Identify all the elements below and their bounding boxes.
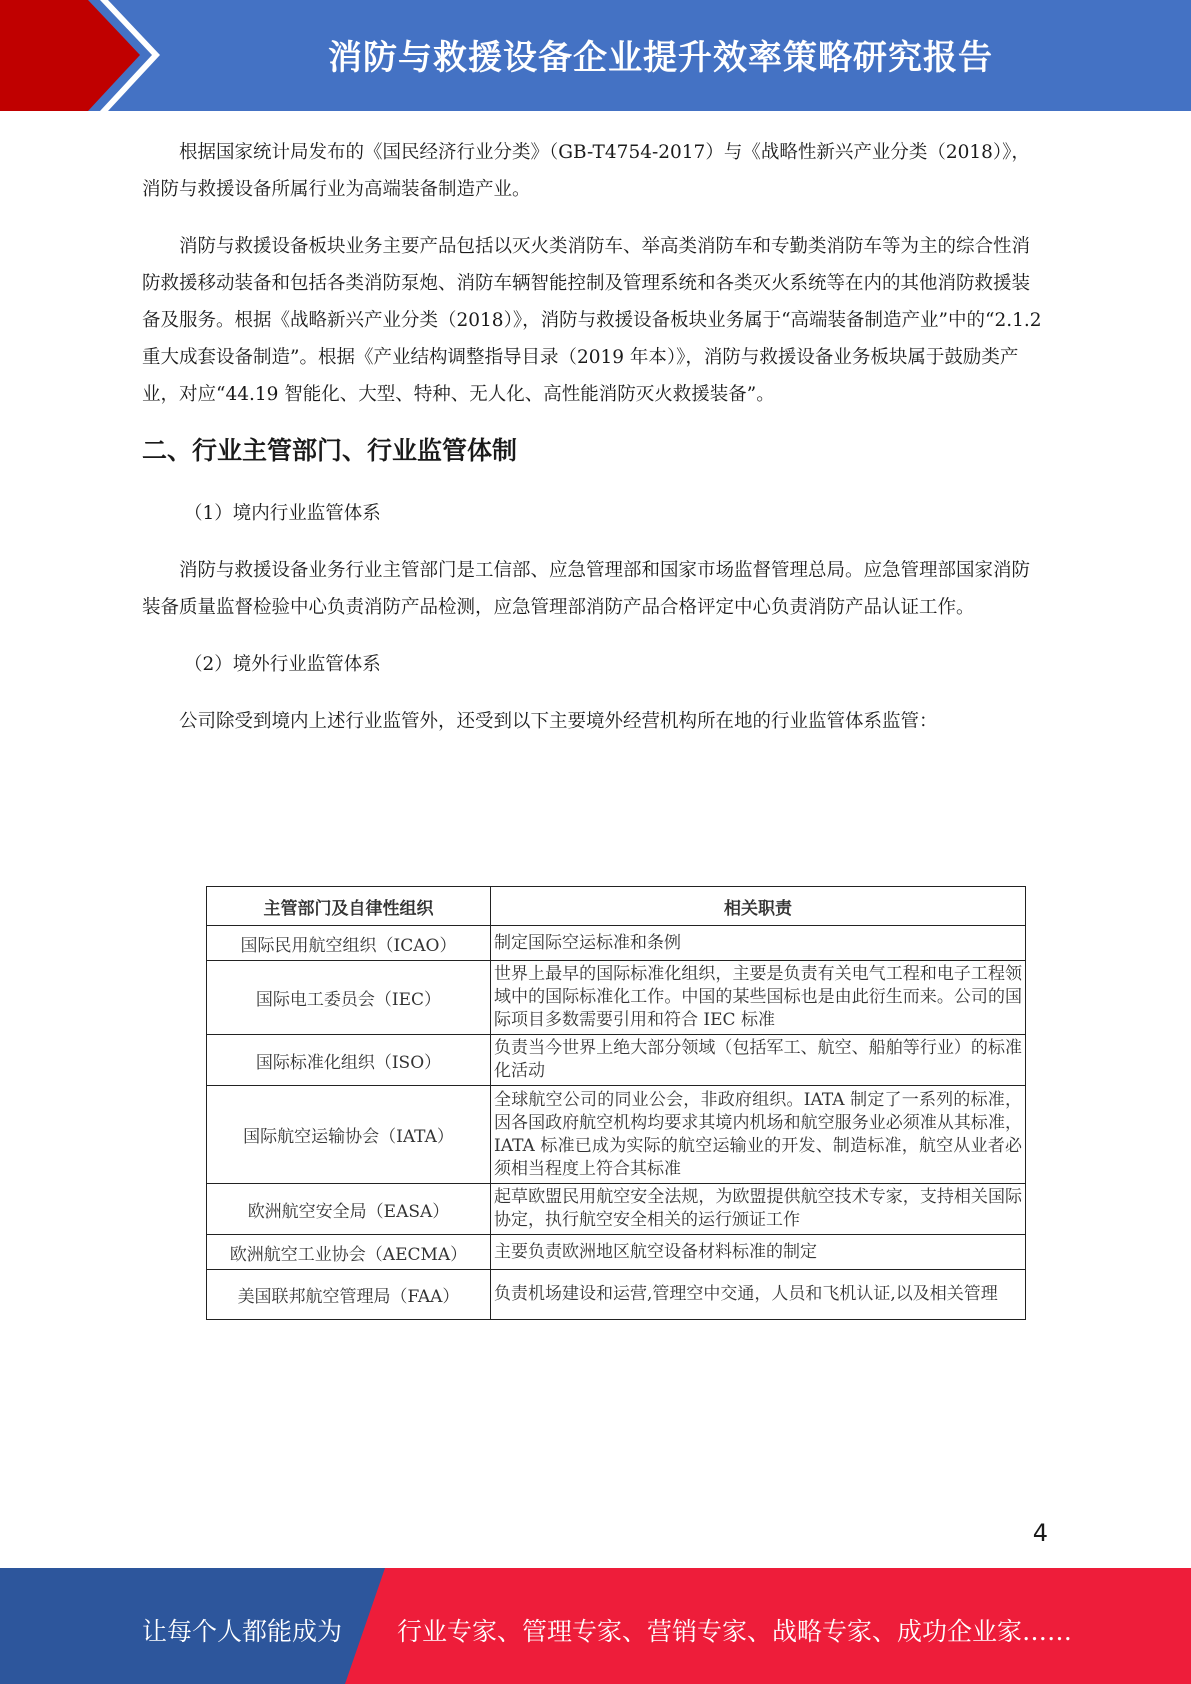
table-cell-org: 国际民用航空组织（ICAO） [207, 926, 491, 961]
table-header-row [207, 887, 1026, 926]
table-cell-duty: 负责机场建设和运营,管理空中交通，人员和飞机认证,以及相关管理 [491, 1270, 1026, 1320]
paragraph-business-products: 消防与救援设备板块业务主要产品包括以灭火类消防车、举高类消防车和专勤类消防车等为主的综合性消防救援移动装备和包括各类消防泵炮、消防车辆智能控制及管理系统和各类灭火系统等在内的其他消防救援装备及服务。根据《战略新兴产业分类（2018）》，消防与救援设备板块业务属于“高端装备制造产业”中的“2.1.2 重大成套设备制造”。根据《产业结构调整指导目录（2019 年本）》，消防与救援设备业务板块属于鼓励类产业，对应“44.19 智能化、大型、特种、无人化、高性能消防灭火救援装备”。 [142, 236, 1042, 405]
table-cell-duty: 负责当今世界上绝大部分领域（包括军工、航空、船舶等行业）的标准化活动 [491, 1035, 1026, 1086]
table-cell-org: 美国联邦航空管理局（FAA） [207, 1270, 491, 1320]
table-cell-org: 欧洲航空安全局（EASA） [207, 1184, 491, 1235]
table-cell-org: 欧洲航空工业协会（AECMA） [207, 1235, 491, 1270]
table-row [207, 1035, 1026, 1086]
page-header [0, 0, 1191, 111]
paragraph-industry-classification: 根据国家统计局发布的《国民经济行业分类》（GB-T4754-2017）与《战略性新兴产业分类（2018）》，消防与救援设备所属行业为高端装备制造产业。 [142, 142, 1030, 200]
table-cell-org: 国际标准化组织（ISO） [207, 1035, 491, 1086]
table-cell-org: 国际航空运输协会（IATA） [207, 1086, 491, 1184]
table-cell-duty: 主要负责欧洲地区航空设备材料标准的制定 [491, 1235, 1026, 1270]
table-cell-duty: 制定国际空运标准和条例 [491, 926, 1026, 961]
table-header-duty: 相关职责 [491, 887, 1026, 926]
paragraph-domestic-regulators: 消防与救援设备业务行业主管部门是工信部、应急管理部和国家市场监督管理总局。应急管理部国家消防装备质量监督检验中心负责消防产品检测，应急管理部消防产品合格评定中心负责消防产品认证工作。 [142, 560, 1031, 618]
page-number: 4 [1032, 1519, 1048, 1547]
table-row [207, 1184, 1026, 1235]
section-heading-regulation: 二、行业主管部门、行业监管体制 [142, 436, 518, 465]
table-row [207, 961, 1026, 1035]
table-cell-duty: 全球航空公司的同业公会，非政府组织。IATA 制定了一系列的标准，因各国政府航空机构均要求其境内机场和航空服务业必须准从其标准，IATA 标准已成为实际的航空运输业的开发、制造标准，航空从业者必须相当程度上符合其标准 [491, 1086, 1026, 1184]
report-title: 消防与救援设备企业提升效率策略研究报告 [328, 38, 993, 78]
table-row [207, 926, 1026, 961]
subheading-domestic: （1）境内行业监管体系 [184, 503, 381, 524]
footer-slogan-right: 行业专家、管理专家、营销专家、战略专家、成功企业家…… [397, 1617, 1073, 1646]
table-row [207, 1270, 1026, 1320]
footer-slogan-left: 让每个人都能成为 [142, 1617, 343, 1646]
table-row [207, 1235, 1026, 1270]
page-footer [0, 1568, 1191, 1684]
table-cell-duty: 世界上最早的国际标准化组织，主要是负责有关电气工程和电子工程领域中的国际标准化工作。中国的某些国标也是由此衍生而来。公司的国际项目多数需要引用和符合 IEC 标准 [491, 961, 1026, 1035]
table-header-org: 主管部门及自律性组织 [207, 887, 491, 926]
regulator-table [206, 886, 1026, 1320]
regulator-table-wrapper [206, 886, 1026, 1320]
table-row [207, 1086, 1026, 1184]
table-cell-org: 国际电工委员会（IEC） [207, 961, 491, 1035]
paragraph-overseas-intro: 公司除受到境内上述行业监管外，还受到以下主要境外经营机构所在地的行业监管体系监管： [179, 711, 938, 732]
table-cell-duty: 起草欧盟民用航空安全法规，为欧盟提供航空技术专家，支持相关国际协定，执行航空安全相关的运行颁证工作 [491, 1184, 1026, 1235]
document-body [142, 134, 1046, 740]
subheading-overseas: （2）境外行业监管体系 [184, 654, 381, 675]
